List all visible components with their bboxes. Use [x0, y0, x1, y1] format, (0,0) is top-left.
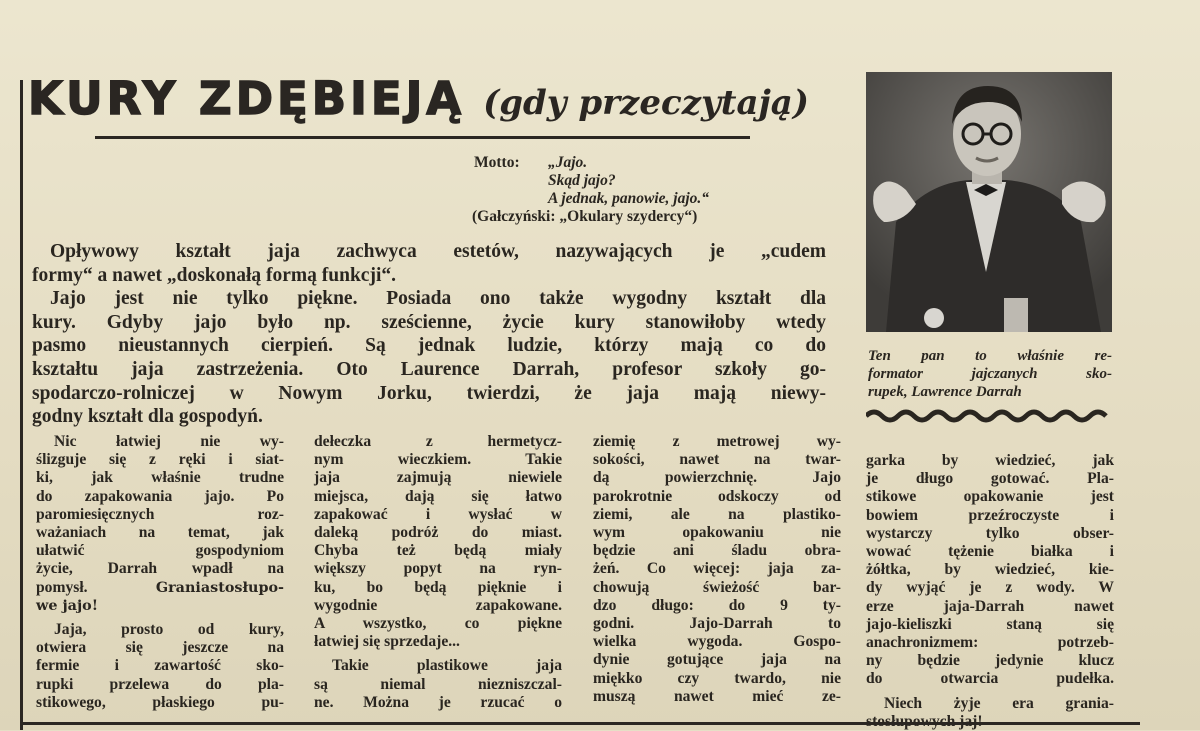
text-line: [866, 561, 1114, 579]
wavy-divider: [866, 408, 1112, 424]
text-segment: pomysł.: [36, 578, 156, 596]
text-segment: do zapakowania jajo. Po: [36, 487, 284, 505]
text-segment: kury. Gdyby jajo było np. sześcienne, życie kury stanowiłoby wtedy: [32, 311, 826, 333]
text-segment: godni. Jajo-Darrah to: [593, 615, 841, 633]
man-portrait-image: [866, 72, 1112, 332]
text-segment: garka by wiedzieć, jak: [866, 452, 1114, 469]
text-segment: wym opakowaniu nie: [593, 524, 841, 542]
text-line: [36, 488, 284, 506]
text-line: [593, 542, 841, 560]
text-line: [314, 597, 562, 615]
headline-underline: [95, 136, 750, 139]
text-line: [593, 488, 841, 506]
text-segment: życie, Darrah wpadł na: [36, 560, 284, 578]
caption-line: formator jajczanych sko-: [868, 366, 1112, 382]
text-segment: bowiem przeźroczyste i: [866, 506, 1114, 524]
intro-paragraph: [32, 240, 826, 429]
text-line: [866, 507, 1114, 525]
text-segment: stikowego, płaskiego pu-: [36, 693, 284, 711]
caption-line: Ten pan to właśnie re-: [868, 348, 1112, 364]
motto-label: Motto:: [474, 154, 520, 171]
text-line: [314, 579, 562, 597]
text-line: [593, 451, 841, 469]
text-segment: dą powierzchnię. Jajo: [593, 469, 841, 487]
text-line: [36, 469, 284, 487]
text-line: [314, 615, 562, 633]
headline-main: KURY ZDĘBIEJĄ: [28, 72, 466, 125]
text-line: [314, 542, 562, 560]
text-line: [866, 452, 1114, 470]
text-segment: chowują świeżość bar-: [593, 578, 841, 596]
text-line: [314, 633, 562, 651]
text-line: [314, 469, 562, 487]
text-segment: wygodnie zapakowane.: [314, 596, 562, 614]
text-segment: formy“ a nawet „doskonałą formą funkcji“.: [32, 264, 396, 286]
text-line: [36, 676, 284, 694]
text-line: [314, 506, 562, 524]
text-segment: wielka wygoda. Gospo-: [593, 633, 841, 651]
text-line: [866, 616, 1114, 634]
text-segment: je długo gotować. Pla-: [866, 470, 1114, 488]
text-line: [32, 240, 826, 264]
text-line: [866, 670, 1114, 688]
text-line: [866, 713, 1114, 731]
text-segment: Opływowy kształt jaja zachwyca estetów, nazywających je „cudem: [50, 241, 826, 262]
text-segment: pasmo nieustannych cierpień. Są jednak ludzie, którzy mają co do: [32, 335, 826, 357]
text-line: [593, 524, 841, 542]
text-segment: rupki przelewa do pla-: [36, 675, 284, 693]
motto-line: „Jajo.: [548, 154, 588, 171]
motto-line: Skąd jajo?: [548, 172, 616, 189]
text-line: [593, 633, 841, 651]
text-segment: muszą nawet mieć ze-: [593, 687, 841, 705]
text-segment: ny będzie jedynie klucz: [866, 652, 1114, 670]
text-line: [866, 598, 1114, 616]
text-segment: żeń. Co więcej: jaja za-: [593, 560, 841, 578]
motto-source: (Gałczyński: „Okulary szydercy“): [472, 208, 698, 225]
article-column-1: [36, 433, 284, 712]
text-line: [866, 488, 1114, 506]
text-segment: Chyba też będą miały: [314, 542, 562, 560]
text-segment: dzo długo: do 9 ty-: [593, 596, 841, 614]
text-line: [593, 597, 841, 615]
text-line: [314, 433, 562, 451]
text-segment: Jajo jest nie tylko piękne. Posiada ono także wygodny kształt dla: [50, 288, 826, 310]
text-segment: ślizguje się z ręki i siat-: [36, 451, 284, 469]
text-line: [593, 579, 841, 597]
column-rule-left: [20, 80, 23, 730]
text-segment: żółtka, by wiedzieć, kie-: [866, 561, 1114, 579]
text-segment: sokości, nawet na twar-: [593, 451, 841, 469]
portrait-photo: [866, 72, 1112, 332]
text-segment: stosłupowych jaj!: [866, 712, 983, 730]
text-segment: Takie plastikowe jaja: [332, 657, 562, 675]
text-segment: ne. Można je rzucać o: [314, 693, 562, 711]
text-segment: Nic łatwiej nie wy-: [54, 433, 284, 450]
text-line: [314, 694, 562, 712]
text-line: [314, 676, 562, 694]
text-line: [593, 651, 841, 669]
text-segment: otwiera się jeszcze na: [36, 639, 284, 657]
text-segment: spodarczo-rolniczej w Nowym Jorku, twierdzi, że jaja mają niewy-: [32, 382, 826, 404]
article-column-3: [593, 433, 841, 706]
text-line: [314, 488, 562, 506]
text-segment: A wszystko, co piękne: [314, 615, 562, 633]
text-line: [866, 634, 1114, 652]
text-line: [36, 433, 284, 451]
text-line: [866, 470, 1114, 488]
text-segment: Jaja, prosto od kury,: [54, 621, 284, 639]
text-segment: parokrotnie odskoczy od: [593, 487, 841, 505]
text-segment: ziemi, ale na plastiko-: [593, 505, 841, 523]
text-line: [36, 506, 284, 524]
emphasis-text: Graniastosłupo-: [155, 579, 284, 596]
text-segment: ułatwić gospodyniom: [36, 542, 284, 560]
text-segment: będzie ani śladu obra-: [593, 542, 841, 560]
text-line: [314, 657, 562, 675]
text-line: [36, 639, 284, 657]
text-line: [593, 688, 841, 706]
text-line: [866, 652, 1114, 670]
photo-caption: [868, 347, 1112, 401]
emphasis-text: we jajo!: [36, 597, 99, 614]
article-column-4: [866, 452, 1114, 731]
text-segment: stikowe opakowanie jest: [866, 488, 1114, 506]
headline-sub: (gdy przeczytają): [483, 83, 809, 123]
text-line: [314, 560, 562, 578]
text-line: [593, 506, 841, 524]
text-segment: dełeczka z hermetycz-: [314, 433, 562, 450]
text-segment: godny kształt dla gospodyń.: [32, 406, 263, 428]
text-line: [32, 334, 826, 358]
text-line: [36, 542, 284, 560]
text-segment: jajo-kieliszki staną się: [866, 615, 1114, 633]
text-segment: łatwiej się sprzedaje...: [314, 633, 460, 651]
text-segment: fermie i zawartość sko-: [36, 657, 284, 675]
text-line: [593, 433, 841, 451]
text-segment: ku, bo będą pięknie i: [314, 578, 562, 596]
text-line: [36, 451, 284, 469]
text-segment: ziemię z metrowej wy-: [593, 433, 841, 450]
text-line: [32, 264, 826, 288]
text-segment: Niech żyje era grania-: [884, 694, 1114, 712]
text-line: [314, 524, 562, 542]
headline: [28, 72, 809, 125]
text-line: [32, 311, 826, 335]
text-segment: dynie gotujące jaja na: [593, 651, 841, 669]
text-segment: ki, jak właśnie trudne: [36, 469, 284, 487]
text-line: [593, 670, 841, 688]
text-segment: wystarczy tylko obser-: [866, 524, 1114, 542]
text-line: [866, 543, 1114, 561]
text-line: [32, 405, 826, 429]
text-line: [36, 597, 284, 615]
article-column-2: [314, 433, 562, 712]
text-segment: kształtu jaja zastrzeżenia. Oto Laurence Darrah, profesor szkoły go-: [32, 358, 826, 380]
text-segment: większy popyt na ryn-: [314, 560, 562, 578]
text-segment: nym wieczkiem. Takie: [314, 451, 562, 469]
text-segment: miejsca, dają się łatwo: [314, 487, 562, 505]
text-line: [593, 469, 841, 487]
text-segment: do otwarcia pudełka.: [866, 670, 1114, 688]
text-line: [36, 524, 284, 542]
text-line: [866, 695, 1114, 713]
text-line: [314, 451, 562, 469]
text-line: [36, 694, 284, 712]
text-line: [593, 615, 841, 633]
text-segment: paromiesięcznych roz-: [36, 505, 284, 523]
text-segment: miękko czy twardo, nie: [593, 669, 841, 687]
motto-line: A jednak, panowie, jajo.“: [548, 190, 710, 207]
text-line: [32, 382, 826, 406]
text-segment: są niemal niezniszczal-: [314, 675, 562, 693]
text-segment: daleką podróż do miast.: [314, 524, 562, 542]
text-segment: ważaniach na temat, jak: [36, 524, 284, 542]
text-segment: zapakować i wysłać w: [314, 505, 562, 523]
text-segment: jaja zajmują niewiele: [314, 469, 562, 487]
text-line: [32, 287, 826, 311]
text-segment: anachronizmem: potrzeb-: [866, 634, 1114, 652]
text-line: [866, 525, 1114, 543]
caption-line: rupek, Lawrence Darrah: [868, 384, 1022, 400]
text-line: [36, 560, 284, 578]
text-segment: dy wyjąć je z wody. W: [866, 579, 1114, 597]
text-segment: erze jaja-Darrah nawet: [866, 597, 1114, 615]
text-line: [866, 579, 1114, 597]
text-line: [36, 621, 284, 639]
text-line: [36, 579, 284, 597]
text-line: [36, 657, 284, 675]
text-line: [32, 358, 826, 382]
text-line: [593, 560, 841, 578]
text-segment: wować tężenie białka i: [866, 543, 1114, 561]
